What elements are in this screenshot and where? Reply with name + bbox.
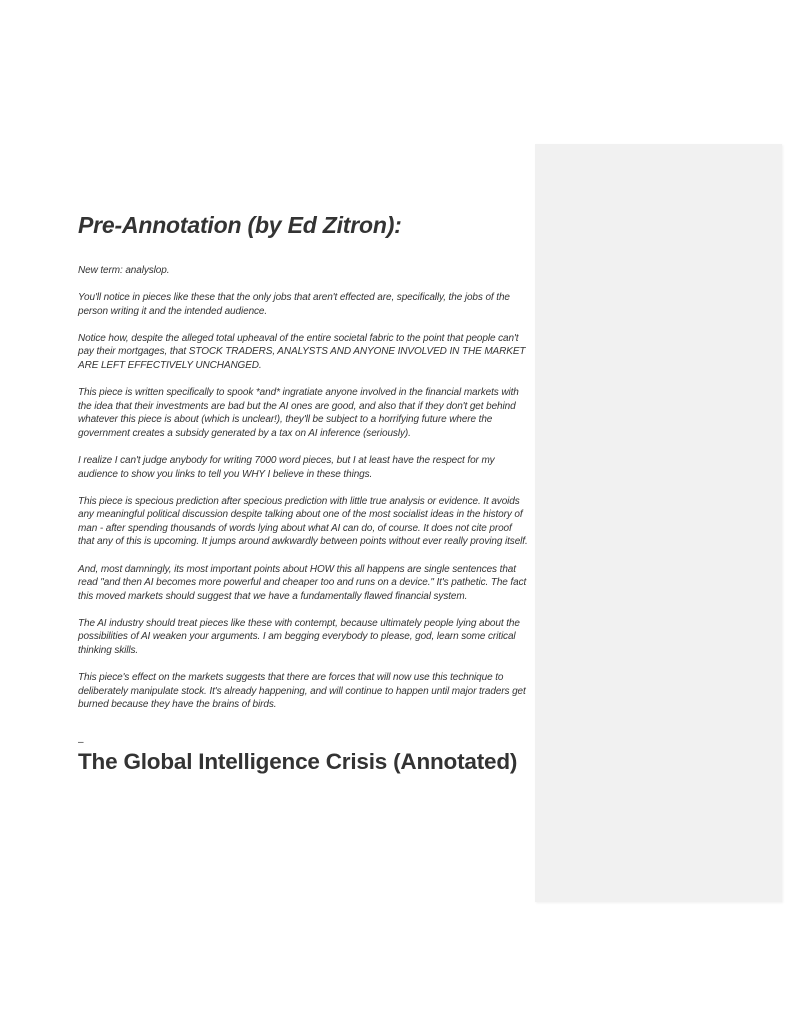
paragraph: This piece's effect on the markets suggests that there are forces that will now use this technique to deliberately manipulate stock. It's already happening, and will continue to happen until major traders get burned because they have the brains of birds.: [78, 672, 526, 711]
comments-side-panel: [535, 144, 782, 902]
paragraph: New term: analyslop.: [78, 265, 170, 276]
document-body: [78, 210, 530, 776]
paragraph: And, most damningly, its most important points about HOW this all happens are single sentences that read "and then AI becomes more powerful and cheaper too and runs on a device." It's pathetic. The fact this moved markets should suggest that we have a fundamentally flawed financial system.: [78, 563, 527, 602]
document-title: The Global Intelligence Crisis (Annotated): [78, 748, 518, 774]
paragraph: This piece is written specifically to spook *and* ingratiate anyone involved in the financial markets with the idea that their investments are bad but the AI ones are good, and also that if they don't get behind whatever this piece is about (which is unclear!), they'll be subject to a horrifying future where the government creates a subsidy generated by a tax on AI inference (seriously).: [78, 387, 519, 439]
paragraph: I realize I can't judge anybody for writing 7000 word pieces, but I at least have the respect for my audience to show you links to tell you WHY I believe in these things.: [78, 454, 495, 480]
section-divider: –: [78, 736, 84, 748]
paragraph: This piece is specious prediction after specious prediction with little true analysis or evidence. It avoids any meaningful political discussion despite talking about one of the most socialist ideas in the history of man - after spending thousands of words lying about what AI can do, of course. It does not cite proof that any of this is upcoming. It jumps around awkwardly between points without ever really proving itself.: [78, 495, 528, 548]
paragraph: You'll notice in pieces like these that the only jobs that aren't effected are, specifically, the jobs of the person writing it and the intended audience.: [78, 292, 510, 317]
pre-annotation-heading: Pre-Annotation (by Ed Zitron):: [78, 212, 402, 238]
paragraph: Notice how, despite the alleged total upheaval of the entire societal fabric to the point that people can't pay their mortgages, that STOCK TRADERS, ANALYSTS AND ANYONE INVOLVED IN THE MARKET ARE LEFT EFFECTIVELY UNCHANGED.: [78, 332, 526, 371]
paragraph: The AI industry should treat pieces like these with contempt, because ultimately people lying about the possibilities of AI weaken your arguments. I am begging everybody to please, god, learn some critical thinking skills.: [78, 617, 520, 656]
